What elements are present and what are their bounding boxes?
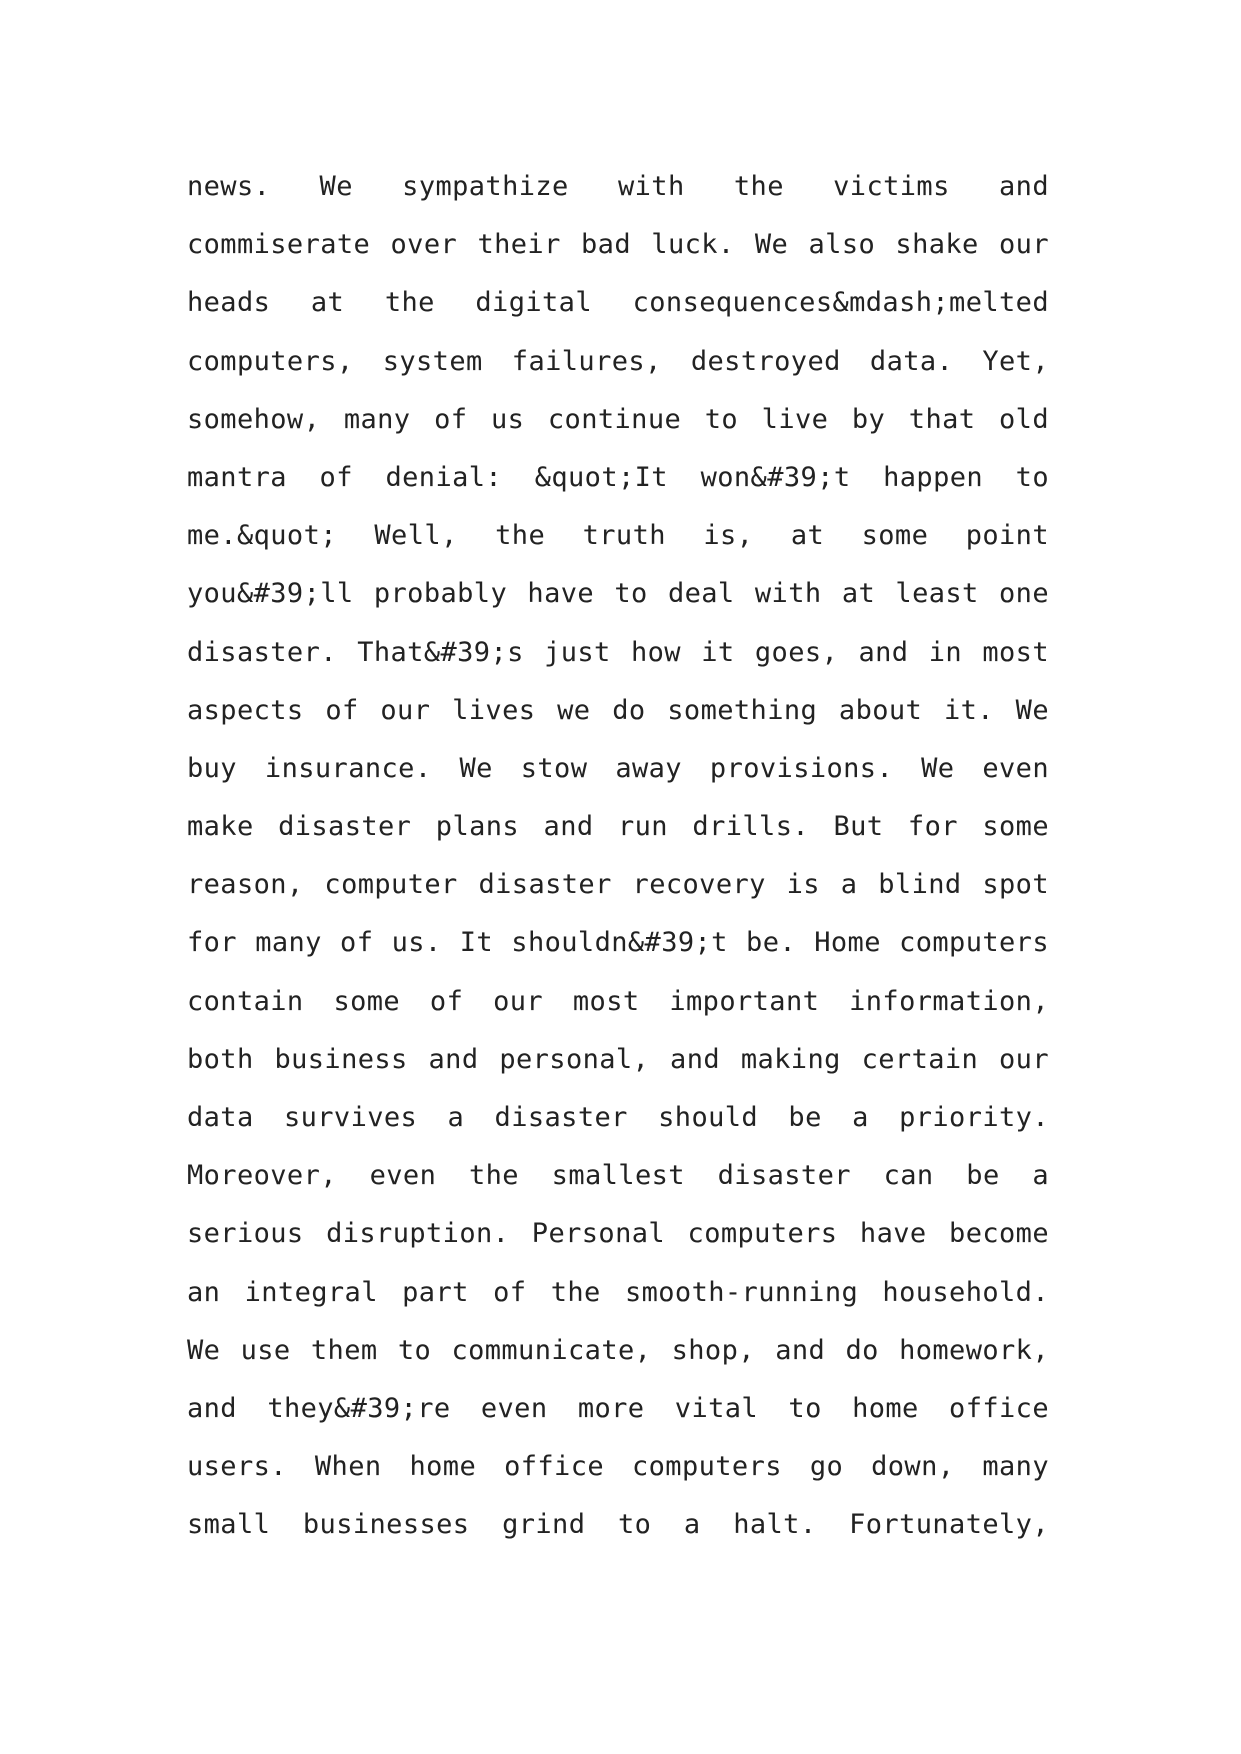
- text-line: commiserate over their bad luck. We also shake our: [187, 229, 1049, 261]
- text-line: computers, system failures, destroyed data. Yet,: [187, 345, 1049, 377]
- text-line: aspects of our lives we do something about it. We: [187, 694, 1049, 726]
- text-line: somehow, many of us continue to live by that old: [187, 403, 1049, 435]
- text-line: you&#39;ll probably have to deal with at least one: [187, 578, 1049, 610]
- text-line: small businesses grind to a halt. Fortunately,: [187, 1509, 1049, 1541]
- text-line: users. When home office computers go down, many: [187, 1451, 1049, 1483]
- text-line: We use them to communicate, shop, and do homework,: [187, 1334, 1049, 1366]
- text-line: mantra of denial: &quot;It won&#39;t happen to: [187, 461, 1049, 493]
- text-line: disaster. That&#39;s just how it goes, and in most: [187, 636, 1049, 668]
- text-line: reason, computer disaster recovery is a blind spot: [187, 869, 1049, 901]
- text-line: for many of us. It shouldn&#39;t be. Home computers: [187, 927, 1049, 959]
- text-line: both business and personal, and making certain our: [187, 1043, 1049, 1075]
- text-line: an integral part of the smooth-running household.: [187, 1276, 1049, 1308]
- body-text: [187, 158, 1049, 1555]
- text-line: Moreover, even the smallest disaster can be a: [187, 1160, 1049, 1192]
- text-line: news. We sympathize with the victims and: [187, 171, 1049, 202]
- text-line: make disaster plans and run drills. But for some: [187, 811, 1049, 843]
- text-line: me.&quot; Well, the truth is, at some point: [187, 520, 1049, 552]
- text-line: and they&#39;re even more vital to home office: [187, 1392, 1049, 1424]
- text-line: buy insurance. We stow away provisions. We even: [187, 752, 1049, 784]
- text-line: contain some of our most important information,: [187, 985, 1049, 1017]
- text-line: data survives a disaster should be a priority.: [187, 1102, 1049, 1133]
- text-line: serious disruption. Personal computers have become: [187, 1218, 1049, 1250]
- text-line: heads at the digital consequences&mdash;melted: [187, 287, 1049, 319]
